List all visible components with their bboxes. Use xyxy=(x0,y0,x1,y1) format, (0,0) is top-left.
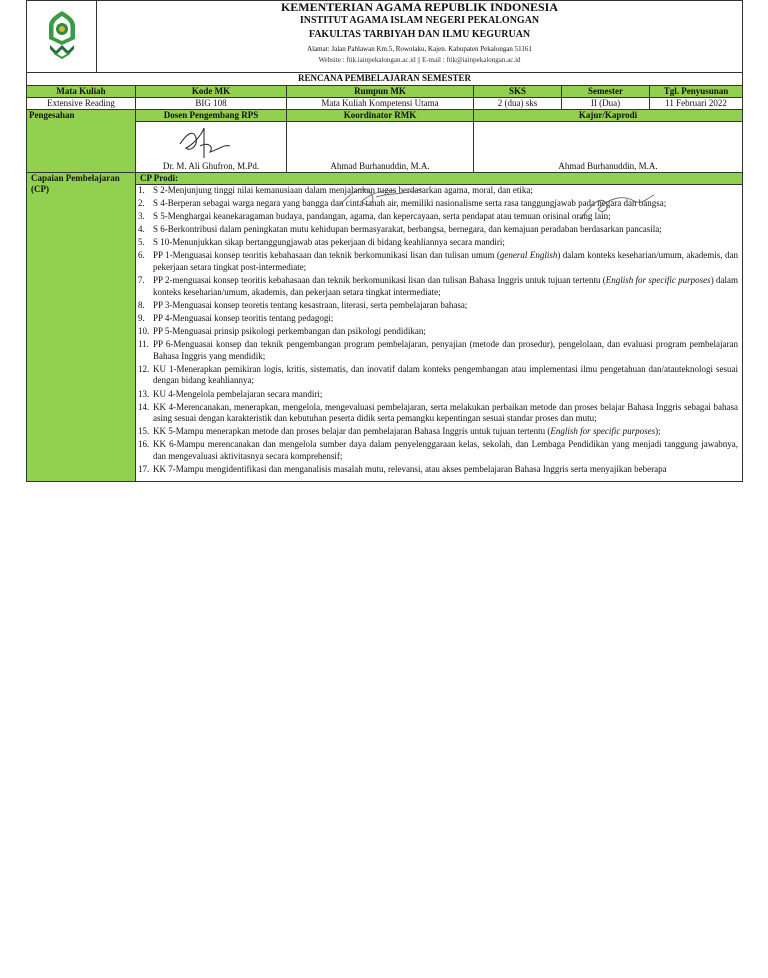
cp-list-item xyxy=(138,426,738,438)
letterhead-text xyxy=(97,1,743,73)
course-header-row xyxy=(27,86,743,98)
cp-content xyxy=(136,185,743,482)
role-koordinator-rmk: Koordinator RMK xyxy=(287,110,474,122)
institute-title: INSTITUT AGAMA ISLAM NEGERI PEKALONGAN xyxy=(299,15,540,26)
cp-item-number: 15. xyxy=(138,426,150,437)
cp-item-number: 2. xyxy=(138,198,145,209)
sign-koordinator-rmk xyxy=(287,122,474,173)
header-tgl-penyusunan: Tgl. Penyusunan xyxy=(650,86,743,98)
cp-list-item xyxy=(138,402,738,425)
cp-item-number: 9. xyxy=(138,312,145,323)
ministry-title: KEMENTERIAN AGAMA REPUBLIK INDONESIA xyxy=(280,0,559,14)
address-line: Alamat: Jalan Pahlawan Km.5, Rowolaku, Kajen. Kabupaten Pekalongan 51161 xyxy=(307,45,532,53)
cp-item-text: S 5-Menghargai keanekaragaman budaya, pandangan, agama, dan kepercayaan, serta pendapat atau temuan orisinal orang lain; xyxy=(153,211,611,222)
cp-list xyxy=(136,185,742,476)
cp-item-text: KK 7-Mampu mengidentifikasi dan menganalisis masalah mutu, relevansi, atau akses pembelajaran Bahasa Inggris serta menyajikan beberapa xyxy=(153,464,667,475)
header-mata-kuliah: Mata Kuliah xyxy=(27,86,136,98)
cp-list-item xyxy=(138,464,738,476)
sign-dosen-pengembang xyxy=(136,122,287,173)
header-rumpun-mk: Rumpun MK xyxy=(287,86,474,98)
cp-item-number: 11. xyxy=(138,339,149,350)
signature-icon xyxy=(174,124,234,164)
cp-item-text: KU 4-Mengelola pembelajaran secara mandiri; xyxy=(153,388,323,399)
doc-title: RENCANA PEMBELAJARAN SEMESTER xyxy=(27,73,743,86)
value-sks: 2 (dua) sks xyxy=(474,98,562,110)
header-sks: SKS xyxy=(474,86,562,98)
value-kode-mk: BIG 108 xyxy=(136,98,287,110)
name-koordinator-rmk: Ahmad Burhanuddin, M.A. xyxy=(330,161,430,171)
value-rumpun-mk: Mata Kuliah Kompetensi Utama xyxy=(287,98,474,110)
cp-list-item xyxy=(138,439,738,462)
cp-list-item xyxy=(138,339,738,362)
role-dosen-pengembang: Dosen Pengembang RPS xyxy=(136,110,287,122)
cp-item-number: 5. xyxy=(138,237,145,248)
course-value-row xyxy=(27,98,743,110)
cp-list-item xyxy=(138,198,738,210)
cp-list-item xyxy=(138,224,738,236)
cp-header-row xyxy=(27,173,743,185)
cp-item-number: 4. xyxy=(138,224,145,235)
cp-item-number: 12. xyxy=(138,363,150,374)
faculty-title: FAKULTAS TARBIYAH DAN ILMU KEGURUAN xyxy=(308,29,531,40)
value-mata-kuliah: Extensive Reading xyxy=(27,98,136,110)
role-kajur-kaprodi: Kajur/Kaprodi xyxy=(474,110,743,122)
name-kajur-kaprodi: Ahmad Burhanuddin, M.A. xyxy=(558,161,658,171)
cp-list-item xyxy=(138,237,738,249)
letterhead xyxy=(26,0,743,73)
iain-pekalongan-logo-icon xyxy=(44,9,80,59)
cp-item-text: KU 1-Menerapkan pemikiran logis, kritis, sistematis, dan inovatif dalam konteks pengembangan atau implementasi ilmu pengetahuan dan/atauteknologi sesuai dengan bidang keahliannya; xyxy=(153,363,738,386)
value-semester: II (Dua) xyxy=(562,98,650,110)
cp-item-text: S 10-Menunjukkan sikap bertanggungjawab atas pekerjaan di bidang keahliannya secara mandiri; xyxy=(153,237,505,248)
cp-item-text: S 2-Menjunjung tinggi nilai kemanusiaan dalam menjalankan tugas berdasarkan agama, moral, dan etika; xyxy=(153,185,533,195)
cp-prodi-header: CP Prodi: xyxy=(136,173,743,185)
cp-item-number: 7. xyxy=(138,275,145,286)
sign-kajur-kaprodi xyxy=(474,122,743,173)
cp-item-number: 6. xyxy=(138,250,145,261)
cp-item-number: 13. xyxy=(138,388,150,399)
header-semester: Semester xyxy=(562,86,650,98)
cp-list-item xyxy=(138,250,738,273)
cp-item-text: PP 5-Menguasai prinsip psikologi perkembangan dan psikologi pendidikan; xyxy=(153,326,426,337)
cp-list-item xyxy=(138,211,738,223)
cp-item-number: 1. xyxy=(138,185,145,195)
value-tgl-penyusunan: 11 Februari 2022 xyxy=(650,98,743,110)
cp-item-text: S 6-Berkontribusi dalam peningkatan mutu kehidupan bermasyarakat, berbangsa, bernegara, dan kemajuan peradaban berdasarkan pancasila; xyxy=(153,224,662,235)
cp-item-number: 3. xyxy=(138,211,145,222)
cp-list-item xyxy=(138,185,738,197)
cp-list-item xyxy=(138,389,738,401)
cp-item-text: S 4-Berperan sebagai warga negara yang bangga dan cinta tanah air, memiliki nasionalisme serta rasa tanggungjawab pada negara dan bangsa; xyxy=(153,198,667,209)
cp-list-item xyxy=(138,313,738,325)
cp-list-item xyxy=(138,326,738,338)
approval-role-row xyxy=(27,110,743,122)
cp-item-text: KK 6-Mampu merencanakan dan mengelola sumber daya dalam penyelenggaraan kelas, sekolah, dan Lembaga Pendidikan yang menjadi tanggung jawabnya, dan mengevaluasi aktivitasnya secara komprehensif; xyxy=(153,439,738,461)
cp-item-number: 14. xyxy=(138,401,150,412)
cp-list-item xyxy=(138,300,738,312)
logo-cell xyxy=(27,1,97,73)
cp-item-number: 17. xyxy=(138,464,150,475)
cp-item-text: PP 3-Menguasai konsep teoretis tentang kesastraan, literasi, serta pembelajaran bahasa; xyxy=(153,299,468,310)
rps-table xyxy=(26,72,743,482)
cp-item-text: KK 4-Merencanakan, menerapkan, mengelola, mengevaluasi pembelajaran, serta melakukan perbaikan metode dan proses belajar Bahasa Inggris sebagai bahasa asing sesuai dengan karakteristik dan kebutuhan peserta didik serta pemangku kepentingan sesuai standar proses dan mutu; xyxy=(153,401,738,424)
cp-label: Capaian Pembelajaran (CP) xyxy=(27,173,136,482)
cp-item-text: KK 5-Mampu menerapkan metode dan proses belajar dan pembelajaran Bahasa Inggris untuk tujuan tertentu (English for specific purposes); xyxy=(153,426,661,437)
cp-item-number: 16. xyxy=(138,439,150,450)
cp-list-item xyxy=(138,275,738,298)
cp-item-text: PP 4-Menguasai konsep teoritis tentang pedagogi; xyxy=(153,312,334,323)
cp-list-wrap xyxy=(136,185,742,481)
pengesahan-label: Pengesahan xyxy=(27,110,136,173)
cp-list-item xyxy=(138,364,738,387)
cp-item-number: 8. xyxy=(138,299,145,310)
website-line: Website : ftik.iainpekalongan.ac.id || E-mail : ftik@iainpekalongan.ac.id xyxy=(318,56,521,64)
header-kode-mk: Kode MK xyxy=(136,86,287,98)
rps-document xyxy=(26,0,742,482)
cp-item-number: 10. xyxy=(138,326,150,337)
cp-item-text: PP 6-Menguasai konsep dan teknik pengembangan program pembelajaran, penyajian (metode dan prosedur), pengelolaan, dan evaluasi program pembelajaran Bahasa Inggris yang mendidik; xyxy=(153,339,738,361)
cp-item-text: PP 2-menguasai konsep teoritis kebahasaan dan teknik berkomunikasi lisan dan tulisan Bahasa Inggris untuk tujuan tertentu (English for specific purposes) dalam konteks keseharian/umum, akademis, dan pekerjaan setara tingkat intermediate; xyxy=(153,275,738,297)
cp-item-text: PP 1-Menguasai konsep teoritis kebahasaan dan teknik berkomunikasi lisan dan tulisan umum (general English) dalam konteks keseharian/umum, akademis, dan pekerjaan setara tingkat post-intermediate; xyxy=(153,250,738,273)
name-dosen-pengembang: Dr. M. Ali Ghufron, M.Pd. xyxy=(162,161,260,171)
